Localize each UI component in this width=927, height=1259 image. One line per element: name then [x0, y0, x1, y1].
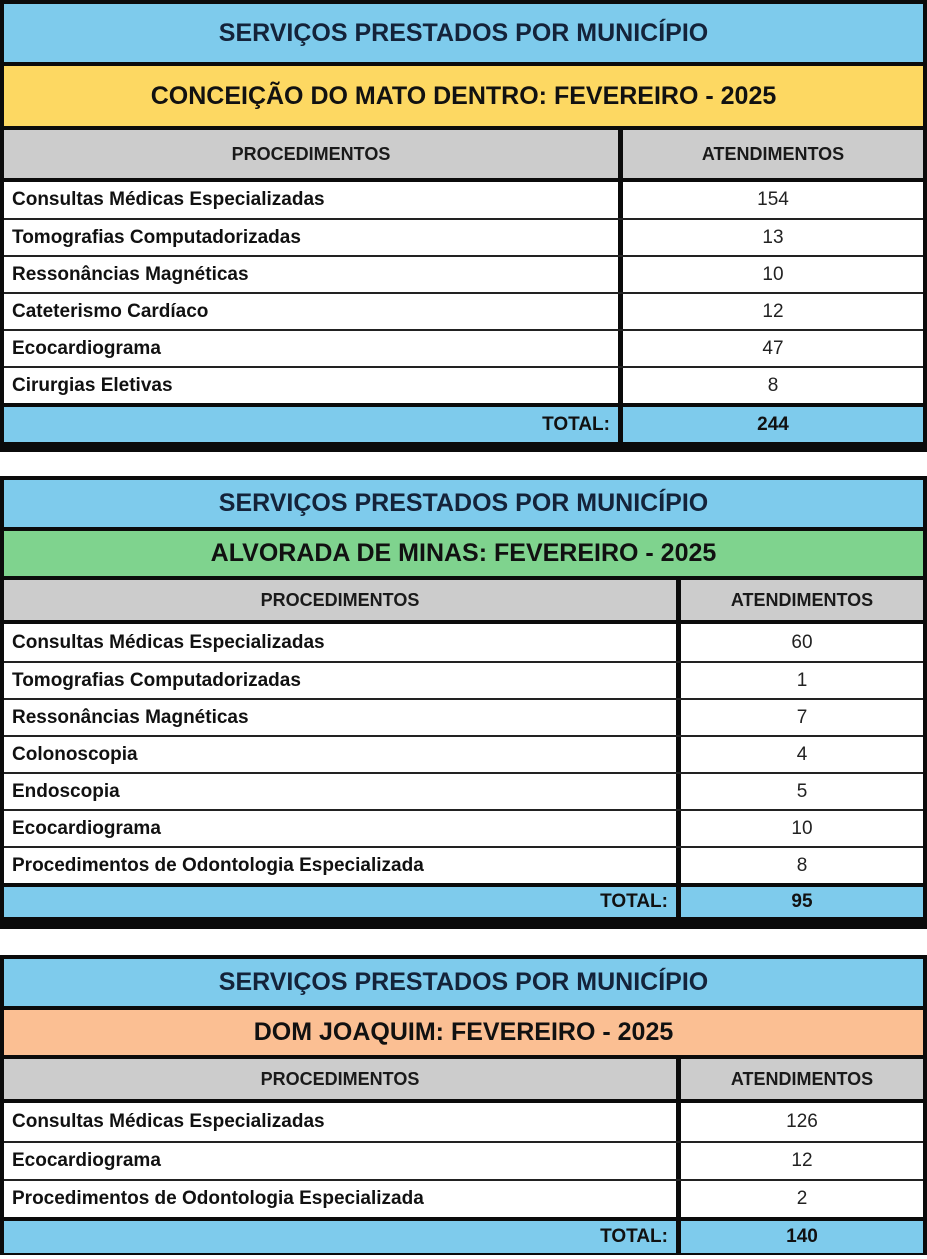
atendimentos-cell: 154: [618, 182, 923, 218]
table-row: [4, 218, 923, 255]
column-header-row: [4, 1059, 923, 1099]
table-row: [4, 366, 923, 403]
procedimento-cell: Procedimentos de Odontologia Especializada: [12, 1188, 424, 1209]
procedimento-cell: Colonoscopia: [12, 743, 138, 765]
total-value: 244: [618, 407, 923, 442]
procedimento-cell: Ecocardiograma: [12, 817, 161, 839]
atendimentos-cell: 10: [618, 257, 923, 292]
procedimento-cell: Consultas Médicas Especializadas: [12, 189, 325, 210]
table-row: [4, 1141, 923, 1179]
table-row: [4, 329, 923, 366]
procedimento-cell: Endoscopia: [12, 780, 120, 802]
procedimento-cell: Procedimentos de Odontologia Especializada: [12, 854, 424, 876]
column-header-atendimentos: ATENDIMENTOS: [676, 580, 923, 620]
table-row: [4, 620, 923, 661]
procedimento-cell: Ressonâncias Magnéticas: [12, 706, 249, 728]
table-title: SERVIÇOS PRESTADOS POR MUNICÍPIO: [4, 4, 923, 62]
table-alvorada-de-minas: [0, 476, 927, 929]
municipality-header: CONCEIÇÃO DO MATO DENTRO: FEVEREIRO - 2025: [4, 66, 923, 126]
total-value: 140: [676, 1221, 923, 1253]
atendimentos-cell: 8: [618, 368, 923, 403]
column-header-procedimentos: PROCEDIMENTOS: [231, 143, 391, 164]
procedimento-cell: Cirurgias Eletivas: [12, 374, 173, 396]
table-row: [4, 292, 923, 329]
municipality-header: ALVORADA DE MINAS: FEVEREIRO - 2025: [4, 531, 923, 576]
atendimentos-cell: 1: [676, 663, 923, 698]
atendimentos-cell: 4: [676, 737, 923, 772]
table-title: SERVIÇOS PRESTADOS POR MUNICÍPIO: [4, 480, 923, 527]
atendimentos-cell: 47: [618, 331, 923, 366]
procedimento-cell: Cateterismo Cardíaco: [12, 300, 209, 322]
column-header-procedimentos: PROCEDIMENTOS: [260, 1068, 420, 1089]
column-header-procedimentos: PROCEDIMENTOS: [260, 589, 420, 610]
total-label: TOTAL:: [542, 413, 610, 435]
total-label: TOTAL:: [600, 891, 668, 912]
atendimentos-cell: 7: [676, 700, 923, 735]
table-title: SERVIÇOS PRESTADOS POR MUNICÍPIO: [4, 959, 923, 1006]
municipality-header: DOM JOAQUIM: FEVEREIRO - 2025: [4, 1010, 923, 1055]
column-header-atendimentos: ATENDIMENTOS: [676, 1059, 923, 1099]
table-conceicao-do-mato-dentro: [0, 0, 927, 452]
atendimentos-cell: 13: [618, 220, 923, 255]
atendimentos-cell: 2: [676, 1181, 923, 1217]
column-header-row: [4, 130, 923, 178]
atendimentos-cell: 10: [676, 811, 923, 846]
total-row: [4, 403, 923, 442]
table-row: [4, 1179, 923, 1217]
procedimento-cell: Tomografias Computadorizadas: [12, 669, 301, 691]
procedimento-cell: Tomografias Computadorizadas: [12, 226, 301, 248]
table-row: [4, 809, 923, 846]
atendimentos-cell: 8: [676, 848, 923, 883]
procedimento-cell: Ressonâncias Magnéticas: [12, 263, 249, 285]
column-header-atendimentos: ATENDIMENTOS: [618, 130, 923, 178]
table-row: [4, 1099, 923, 1141]
total-row: [4, 883, 923, 917]
total-label: TOTAL:: [600, 1226, 668, 1247]
procedimento-cell: Consultas Médicas Especializadas: [12, 631, 325, 653]
atendimentos-cell: 60: [676, 624, 923, 661]
table-row: [4, 698, 923, 735]
table-row: [4, 661, 923, 698]
procedimento-cell: Consultas Médicas Especializadas: [12, 1111, 325, 1132]
table-row: [4, 255, 923, 292]
table-row: [4, 735, 923, 772]
atendimentos-cell: 126: [676, 1103, 923, 1141]
atendimentos-cell: 12: [618, 294, 923, 329]
column-header-row: [4, 580, 923, 620]
atendimentos-cell: 5: [676, 774, 923, 809]
table-row: [4, 772, 923, 809]
table-row: [4, 178, 923, 218]
table-row: [4, 846, 923, 883]
total-row: [4, 1217, 923, 1253]
atendimentos-cell: 12: [676, 1143, 923, 1179]
table-dom-joaquim: [0, 955, 927, 1255]
procedimento-cell: Ecocardiograma: [12, 1150, 161, 1171]
procedimento-cell: Ecocardiograma: [12, 337, 161, 359]
total-value: 95: [676, 887, 923, 917]
